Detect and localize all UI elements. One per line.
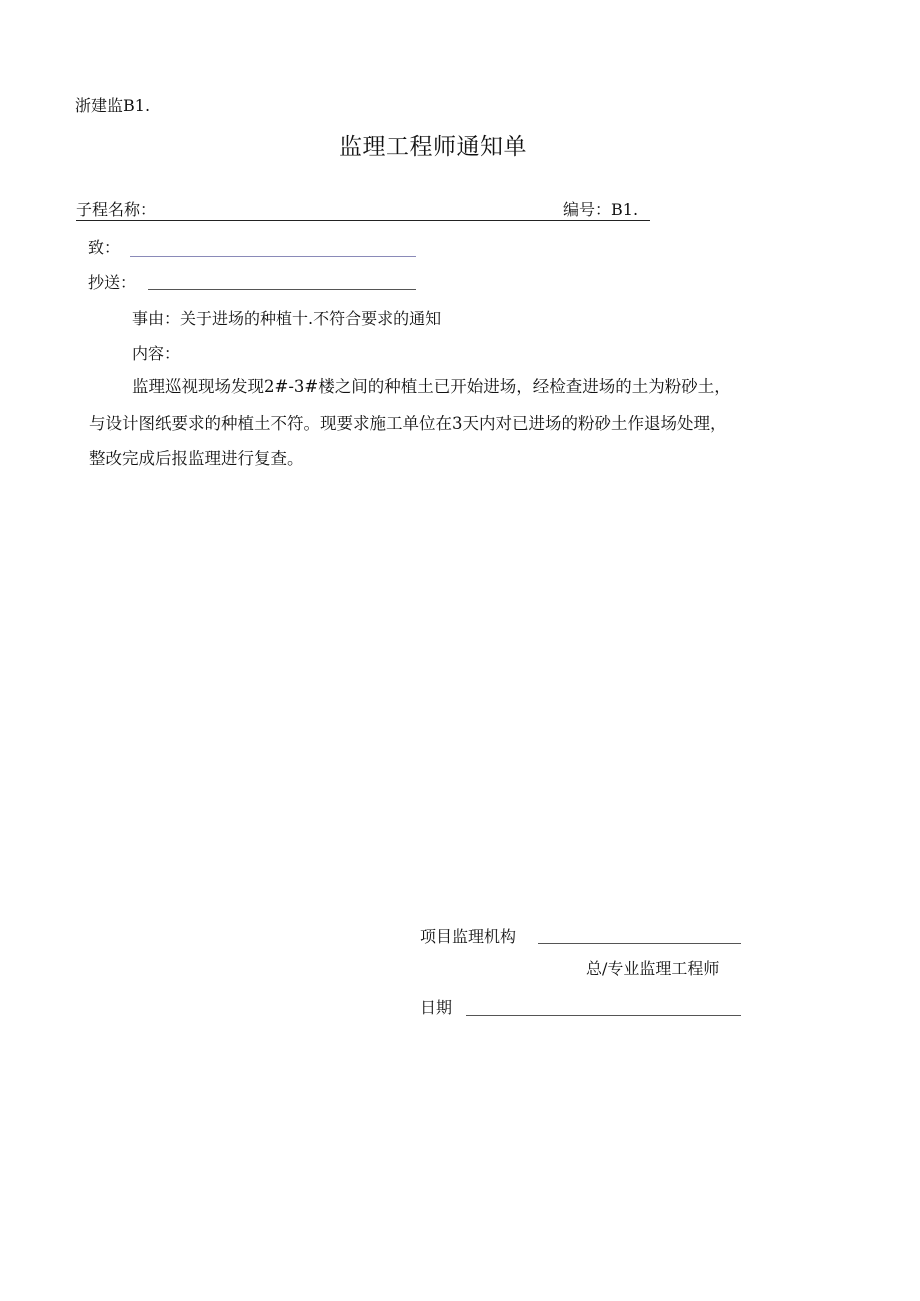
date-line xyxy=(466,1015,741,1016)
to-field-line xyxy=(130,256,416,257)
date-label: 日期 xyxy=(420,998,453,1017)
content-label: 内容： xyxy=(132,344,181,363)
document-title: 监理工程师通知单 xyxy=(339,134,527,160)
supervision-org-label: 项目监理机构 xyxy=(420,927,517,946)
form-code: 浙建监B1. xyxy=(75,96,151,115)
project-info-row xyxy=(76,200,650,221)
cc-field-line xyxy=(148,289,416,290)
engineer-signature-label: 总/专业监理工程师 xyxy=(586,959,720,978)
document-number-label: 编号：B1. xyxy=(563,200,639,219)
cc-label: 抄送： xyxy=(88,273,137,292)
subject-line: 事由：关于进场的种植十.不符合要求的通知 xyxy=(132,309,442,328)
content-paragraph-line: 整改完成后报监理进行复查。 xyxy=(89,449,304,468)
to-label: 致： xyxy=(88,238,121,257)
project-name-label: 子程名称： xyxy=(76,200,157,219)
content-paragraph-line: 与设计图纸要求的种植土不符。现要求施工单位在3天内对已进场的粉砂土作退场处理， xyxy=(89,414,727,433)
supervision-org-line xyxy=(538,943,741,944)
content-paragraph-line: 监理巡视现场发现2#-3#楼之间的种植土已开始进场，经检查进场的土为粉砂土， xyxy=(132,377,731,396)
